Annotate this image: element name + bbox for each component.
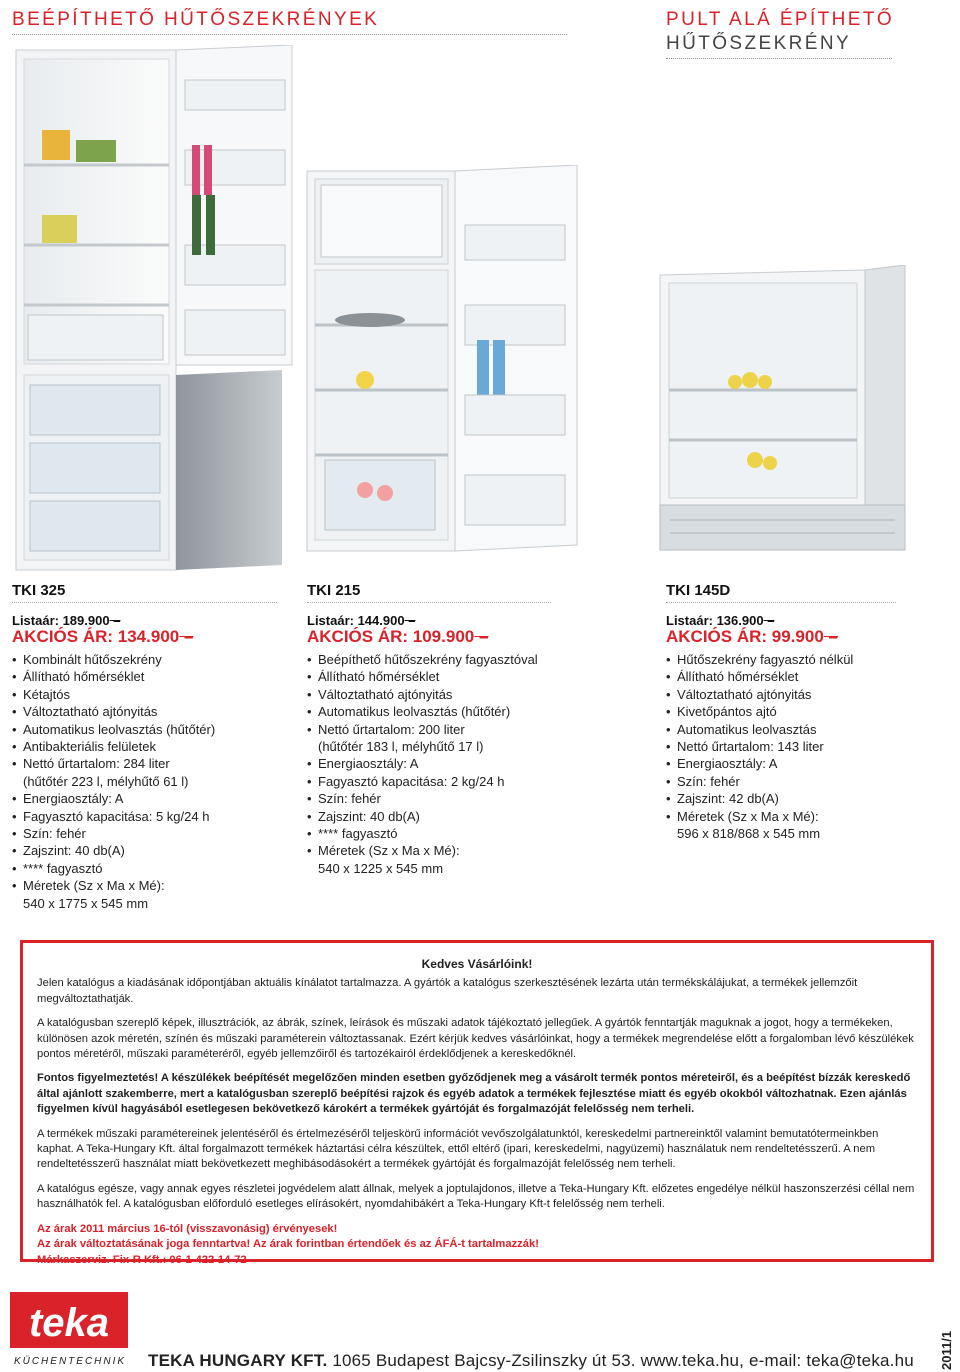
feature-item: • Állítható hőmérséklet [666, 668, 896, 685]
product-model: TKI 325 [12, 582, 277, 603]
feature-item: • **** fagyasztó [12, 860, 277, 877]
right-section-title-line1: PULT ALÁ ÉPÍTHETŐ [666, 9, 895, 30]
sale-price: AKCIÓS ÁR: 134.900 – [12, 627, 194, 646]
product-tki145d [666, 582, 896, 842]
feature-item: • Automatikus leolvasztás [666, 721, 896, 738]
feature-item: • Fagyasztó kapacitása: 2 kg/24 h [307, 773, 551, 790]
feature-item: • Méretek (Sz x Ma x Mé): [666, 808, 896, 825]
left-section-title: BEÉPÍTHETŐ HŰTŐSZEKRÉNYEK [12, 9, 380, 30]
feature-list [307, 651, 551, 877]
product-tki215 [307, 582, 551, 877]
feature-item: • Változtatható ajtónyitás [307, 686, 551, 703]
notice-paragraph: A katalógusban szereplő képek, illusztrációk, az ábrák, színek, leírások és műszaki adatok tájékoztató jellegűek. A gyártók fenntartják maguknak a jogot, hogy a termékeken, különösen azok méretén, színén és műszaki paraméterein változtassanak. Ezért kérjük kedves vásárlóinkat, hogy a termékek megrendelése előtt a forgalomban lévő készülékek pontos méretéről, műszaki paraméteréről, egyéb jellemzőiről és tartozékairól érdeklődjenek a kereskedőknél. [37, 1017, 914, 1061]
right-title-divider [666, 58, 892, 59]
fridge-tki145d-image [655, 265, 915, 565]
list-price: Listaár: 136.900 – [666, 613, 775, 628]
svg-text:2011/1: 2011/1 [939, 1330, 954, 1370]
feature-item: • Automatikus leolvasztás (hűtőtér) [307, 703, 551, 720]
product-model: TKI 215 [307, 582, 551, 603]
service-contact-note: Márkaszerviz. Fix-R Kft.: 06-1-422-14-72 [37, 1253, 247, 1266]
feature-item: (hűtőtér 183 l, mélyhűtő 17 l) [318, 739, 484, 755]
sale-price: AKCIÓS ÁR: 99.900 – [666, 627, 838, 646]
feature-item: • Energiaosztály: A [307, 755, 551, 772]
feature-item: • Kombinált hűtőszekrény [12, 651, 277, 668]
feature-item: (hűtőtér 223 l, mélyhűtő 61 l) [23, 773, 189, 789]
feature-item: • Zajszint: 40 db(A) [12, 842, 277, 859]
notice-warning-paragraph: Fontos figyelmeztetés! A készülékek beépítését megelőzően minden esetben győződjenek meg a vásárolt termék pontos méreteiről, és a beépítést bízzák kereskedő által ajánlott szakemberre, mert a katalógusban szereplő beépítési rajzok és egyéb adatok a termékek fejlesztése miatt és egyéb okokból változhatnak. Ezen ajánlás figyelmen kívül hagyásából esetlegesen bekövetkező károkért a termékek gyártóját és forgalmazóját felelősség nem terheli. [37, 1072, 911, 1116]
notice-paragraph: Jelen katalógus a kiadásának időpontjában aktuális kínálatot tartalmazza. A gyártók a katalógus szerkesztésének lezárta után termékskálájukat, a termékek jellemzőit megváltoztathatják. [37, 977, 858, 1005]
list-price: Listaár: 144.900 – [307, 613, 416, 628]
feature-item: • Szín: fehér [666, 773, 896, 790]
right-section-title-line2: HŰTŐSZEKRÉNY [666, 33, 852, 54]
feature-item: 540 x 1225 x 545 mm [318, 860, 444, 876]
feature-item: • Változtatható ajtónyitás [12, 703, 277, 720]
customer-notice-box [20, 940, 934, 1266]
feature-item: • Változtatható ajtónyitás [666, 686, 896, 703]
sale-price: AKCIÓS ÁR: 109.900 – [307, 627, 489, 646]
feature-item: • Nettó űrtartalom: 284 liter [12, 755, 277, 772]
notice-paragraph: A katalógus egésze, vagy annak egyes részletei jogvédelem alatt állnak, melyek a joptulajdonos, illetve a Teka-Hungary Kft. előzetes engedélye nélkül haszonszerzési céllal nem használhatók fel. A katalógusban előforduló esetleges elírásokért, nyomdahibákért a Teka-Hungary Kft-t felelősség nem terheli. [37, 1182, 915, 1211]
feature-item: • Méretek (Sz x Ma x Mé): [12, 877, 277, 894]
feature-item: • Állítható hőmérséklet [307, 668, 551, 685]
price-change-note: Az árak változtatásának joga fenntartva! Az árak forintban értendőek és az ÁFÁ-t tartalmazzák! [37, 1238, 539, 1251]
feature-item: • Kivetőpántos ajtó [666, 703, 896, 720]
teka-logo [8, 1290, 133, 1370]
feature-item: • Beépíthető hűtőszekrény fagyasztóval [307, 651, 551, 668]
feature-item: • Energiaosztály: A [12, 790, 277, 807]
product-tki325 [12, 582, 277, 912]
left-title-divider [12, 34, 567, 35]
feature-item: • Energiaosztály: A [666, 755, 896, 772]
feature-item: • Szín: fehér [307, 790, 551, 807]
price-validity-note: Az árak 2011 március 16-tól (visszavonásig) érvényesek! [37, 1222, 338, 1235]
feature-item: 596 x 818/868 x 545 mm [677, 826, 821, 842]
feature-item: • Nettó űrtartalom: 200 liter [307, 721, 551, 738]
feature-list [12, 651, 277, 912]
edition-label [935, 1318, 957, 1372]
feature-item: • Szín: fehér [12, 825, 277, 842]
feature-item: • Állítható hőmérséklet [12, 668, 277, 685]
teka-logo-text: teka [28, 1301, 110, 1345]
feature-item: • Nettó űrtartalom: 143 liter [666, 738, 896, 755]
feature-item: • Méretek (Sz x Ma x Mé): [307, 842, 551, 859]
list-price: Listaár: 189.900 – [12, 613, 121, 628]
fridge-tki215-image [305, 165, 585, 560]
teka-logo-subtitle: KÜCHENTECHNIK [13, 1356, 127, 1367]
feature-item: • Zajszint: 42 db(A) [666, 790, 896, 807]
feature-item: • Zajszint: 40 db(A) [307, 808, 551, 825]
notice-title: Kedves Vásárlóink! [421, 957, 533, 971]
feature-item: 540 x 1775 x 545 mm [23, 895, 149, 911]
product-model: TKI 145D [666, 582, 896, 603]
feature-item: • **** fagyasztó [307, 825, 551, 842]
feature-item: • Kétajtós [12, 686, 277, 703]
feature-item: • Antibakteriális felületek [12, 738, 277, 755]
feature-list [666, 651, 896, 842]
notice-paragraph: A termékek műszaki paramétereinek jelentéséről és értelmezéséről teljeskörű információt vevőszolgálatunktól, kereskedelmi partnereinktől valamint bemutatótermeinkben kaphat. A Teka-Hungary Kft. által forgalmazott termékek háztartási célra készültek, ettől eltérő (ipari, kereskedelmi, nagyüzemi) használatuk nem rendeltetésszerű. A nem rendeltetésszerű használat miatt bekövetkezett meghibásodásokért a termékek gyártóját és forgalmazóját felelősség nem terheli. [37, 1127, 879, 1171]
fridge-tki325-image [12, 45, 297, 575]
feature-item: • Automatikus leolvasztás (hűtőtér) [12, 721, 277, 738]
feature-item: • Hűtőszekrény fagyasztó nélkül [666, 651, 896, 668]
feature-item: • Fagyasztó kapacitása: 5 kg/24 h [12, 808, 277, 825]
footer-contact: TEKA HUNGARY KFT. 1065 Budapest Bajcsy-Zsilinszky út 53. www.teka.hu, e-mail: teka@teka.hu [148, 1351, 914, 1370]
